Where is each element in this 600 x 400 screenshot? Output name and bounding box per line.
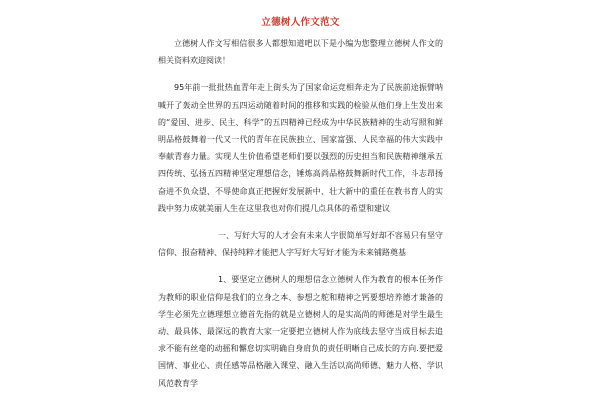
paragraph-intro: 立德树人作文写相信很多人都想知道吧以下是小编为您整理立德树人作文的相关资料欢迎阅读！ bbox=[158, 39, 443, 66]
paragraph-section-one: 一、写好大写的人才会有未来人字很简单写好却不容易只有坚守信仰、报奋精神、保持纯粹才能把人字写好大写好才能为未来铺路奠基 bbox=[158, 231, 443, 258]
document-title: 立德树人作文范文 bbox=[261, 17, 340, 28]
paragraph-point-one: 1、要坚定立德树人的理想信念立德树人作为教育的根本任务作为教师的职业信仰是我们的立身之本、参想之舵和精神之钙要想培养德才兼备的学生必须先立德理想立德首先指的就是立德树人的是实高尚的师德是对学生最生动、最具体、最深远的教育大家一定要把立德树人作为底线去坚守当成目标去追求不能有丝毫的动摇和懈怠切实明确自身肩负的责任明晰自己成长的方向.要把爱国情、事业心、责任感等品格融入课堂、融入生活以高尚师德、魅力人格、学识风范教育学 bbox=[158, 275, 443, 388]
article-column bbox=[158, 0, 443, 392]
paragraph-may-fourth: 95年前一批批热血青年走上街头为了国家命运竞相奔走为了民族前途振臂呐喊开了轰动全世界的五四运动随着时间的推移和实践的检验从他们身上生发出来的“爱国、进步、民主、科学”的五四精神已经成为中华民族精神的生动写照和鲜明品格鼓舞着一代又一代的青年在民族独立、国家富强、人民幸福的伟大实践中奉献青春力量。实现人生价值希望老师们要以强烈的历史担当和民族精神继承五四传统、弘扬五四精神坚定理想信念，锤炼高尚品格鼓舞新时代工作，斗志昂扬奋进不负众望、不辱使命真正把握好发展新中、壮大新中的重任在教书育人的实践中努力成就美丽人生在这里我也对你们提几点具体的希望和建议 bbox=[158, 83, 443, 213]
